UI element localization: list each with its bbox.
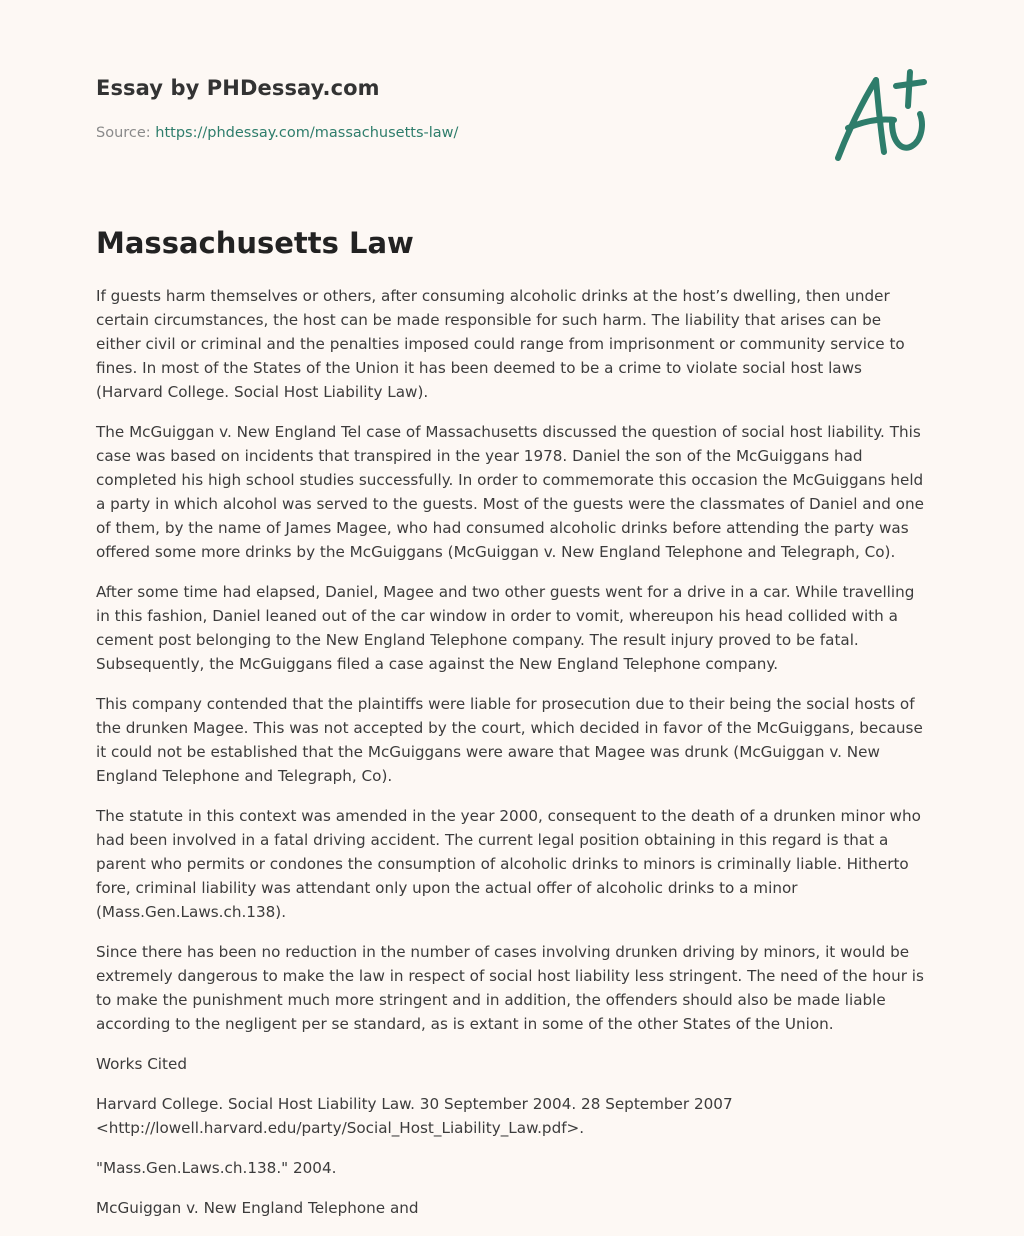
paragraph: The McGuiggan v. New England Tel case of Massachusetts discussed the question of social host liability. This case was based on incidents that transpired in the year 1978. Daniel the son of the McGuiggans had completed his high school studies successfully. In order to commemorate this occasion the McGuiggans held a party in which alcohol was served to the guests. Most of the guests were the classmates of Daniel and one of them, by the name of James Magee, who had consumed alcoholic drinks before attending the party was offered some more drinks by the McGuiggans (McGuiggan v. New England Telephone and Telegraph, Co). (96, 423, 924, 561)
citation: Harvard College. Social Host Liability Law. 30 September 2004. 28 September 2007 <http://lowell.harvard.edu/party/Social_Host_Liability_Law.pdf>. (96, 1095, 733, 1137)
paragraph: This company contended that the plaintiffs were liable for prosecution due to their being the social hosts of the drunken Magee. This was not accepted by the court, which decided in favor of the McGuiggans, because it could not be established that the McGuiggans were aware that Magee was drunk (McGuiggan v. New England Telephone and Telegraph, Co). (96, 695, 923, 785)
citation: McGuiggan v. New England Telephone and (96, 1199, 419, 1217)
page-header (96, 0, 928, 170)
a-plus-icon (828, 66, 928, 166)
citation: "Mass.Gen.Laws.ch.138." 2004. (96, 1159, 337, 1177)
paragraph: The statute in this context was amended in the year 2000, consequent to the death of a drunken minor who had been involved in a fatal driving accident. The current legal position obtaining in this regard is that a parent who permits or condones the consumption of alcoholic drinks to minors is criminally liable. Hitherto fore, criminal liability was attendant only upon the actual offer of alcoholic drinks to a minor (Mass.Gen.Laws.ch.138). (96, 807, 921, 921)
essay-body (96, 284, 928, 1236)
paragraph: After some time had elapsed, Daniel, Magee and two other guests went for a drive in a car. While travelling in this fashion, Daniel leaned out of the car window in order to vomit, whereupon his head collided with a cement post belonging to the New England Telephone company. The result injury proved to be fatal. Subsequently, the McGuiggans filed a case against the New England Telephone company. (96, 583, 915, 673)
site-title: Essay by PHDessay.com (96, 76, 380, 100)
paragraph: Since there has been no reduction in the number of cases involving drunken driving by minors, it would be extremely dangerous to make the law in respect of social host liability less stringent. The need of the hour is to make the punishment much more stringent and in addition, the offenders should also be made liable according to the negligent per se standard, as is extant in some of the other States of the Union. (96, 943, 924, 1033)
source-link[interactable]: https://phdessay.com/massachusetts-law/ (155, 125, 459, 141)
essay-title: Massachusetts Law (96, 226, 414, 260)
works-cited-heading: Works Cited (96, 1055, 187, 1073)
source-line (96, 125, 458, 141)
source-label: Source: (96, 125, 156, 141)
paragraph: If guests harm themselves or others, after consuming alcoholic drinks at the host’s dwelling, then under certain circumstances, the host can be made responsible for such harm. The liability that arises can be either civil or criminal and the penalties imposed could range from imprisonment or community service to fines. In most of the States of the Union it has been deemed to be a crime to violate social host laws (Harvard College. Social Host Liability Law). (96, 287, 905, 401)
